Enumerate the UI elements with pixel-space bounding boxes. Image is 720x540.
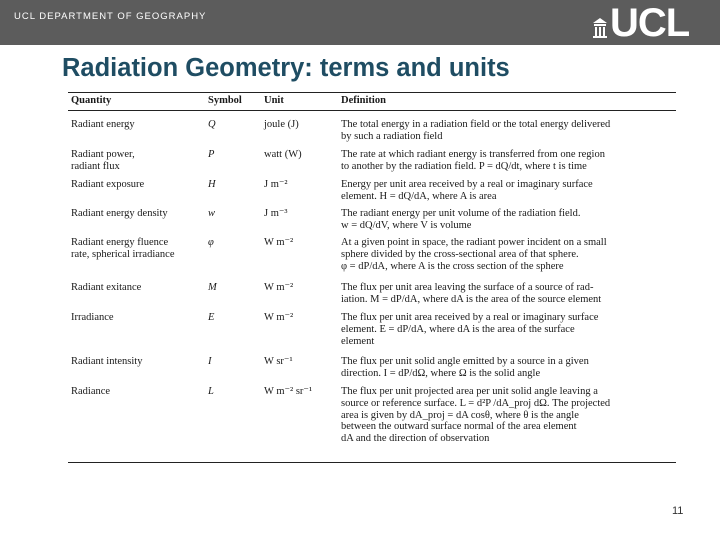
definition-line: element. H = dQ/dA, where A is area xyxy=(341,190,497,202)
unit-cell: W m⁻² xyxy=(264,237,294,248)
unit-cell: J m⁻³ xyxy=(264,208,288,219)
definition-line: The radiant energy per unit volume of the radiation field. xyxy=(341,208,581,219)
quantity-cell xyxy=(71,237,205,261)
symbol-cell: Q xyxy=(208,119,216,130)
quantity-line: Radiant exitance xyxy=(71,282,142,293)
quantity-cell xyxy=(71,149,205,173)
definition-line: dA and the direction of observation xyxy=(341,433,490,445)
definition-line: to another by the radiation field. P = dQ/dt, where t is time xyxy=(341,160,587,172)
definition-line: The flux per unit solid angle emitted by a source in a given xyxy=(341,356,589,367)
definition-cell xyxy=(341,119,675,143)
quantity-cell xyxy=(71,179,205,191)
quantity-line: Irradiance xyxy=(71,312,114,323)
symbol-cell: w xyxy=(208,208,216,219)
definition-line: The flux per unit area leaving the surface of a source of rad- xyxy=(341,282,594,293)
quantity-line: Radiant intensity xyxy=(71,356,143,367)
column-header-quantity: Quantity xyxy=(71,95,112,106)
definition-line: element xyxy=(341,335,375,347)
terms-table xyxy=(68,92,676,464)
unit-cell: joule (J) xyxy=(264,119,299,130)
definition-line: Energy per unit area received by a real or imaginary surface xyxy=(341,179,593,190)
unit-cell: W m⁻² xyxy=(264,312,294,323)
quantity-cell xyxy=(71,282,205,294)
symbol-cell: M xyxy=(208,282,217,293)
unit-cell: W m⁻² sr⁻¹ xyxy=(264,386,313,397)
definition-line: element. E = dP/dA, where dA is the area of the surface xyxy=(341,323,575,335)
definition-line: w = dQ/dV, where V is volume xyxy=(341,219,472,231)
definition-cell xyxy=(341,312,675,347)
department-name: UCL DEPARTMENT OF GEOGRAPHY xyxy=(14,11,207,22)
definition-cell xyxy=(341,356,675,380)
symbol-cell: φ xyxy=(208,237,214,248)
table-header-rule xyxy=(68,110,676,111)
definition-cell xyxy=(341,179,675,203)
symbol-cell: H xyxy=(208,179,216,190)
definition-line: between the outward surface normal of the area element xyxy=(341,421,577,433)
quantity-line: rate, spherical irradiance xyxy=(71,248,175,260)
unit-cell: watt (W) xyxy=(264,149,302,160)
table-top-rule xyxy=(68,92,676,93)
unit-cell: J m⁻² xyxy=(264,179,288,190)
symbol-cell: P xyxy=(208,149,215,160)
quantity-cell xyxy=(71,356,205,368)
definition-line: The flux per unit projected area per unit solid angle leaving a xyxy=(341,386,598,397)
definition-line: sphere divided by the cross-sectional area of that sphere. xyxy=(341,248,579,260)
symbol-cell: E xyxy=(208,312,215,323)
quantity-cell xyxy=(71,208,205,220)
quantity-cell xyxy=(71,119,205,131)
page-number: 11 xyxy=(672,505,684,517)
definition-cell xyxy=(341,282,675,306)
definition-line: by such a radiation field xyxy=(341,130,443,142)
definition-cell xyxy=(341,237,675,272)
ucl-logo xyxy=(592,1,690,45)
definition-line: The total energy in a radiation field or the total energy delivered xyxy=(341,119,611,130)
quantity-line: radiant flux xyxy=(71,160,120,172)
portico-icon xyxy=(592,6,608,40)
definition-line: The rate at which radiant energy is transferred from one region xyxy=(341,149,605,160)
logo-text: UCL xyxy=(610,1,690,45)
definition-line: φ = dP/dA, where A is the cross section of the sphere xyxy=(341,260,564,272)
definition-line: The flux per unit area received by a real or imaginary surface xyxy=(341,312,599,323)
quantity-line: Radiant power, xyxy=(71,149,135,160)
quantity-line: Radiant energy density xyxy=(71,208,168,219)
unit-cell: W sr⁻¹ xyxy=(264,356,293,367)
quantity-line: Radiant energy fluence xyxy=(71,237,169,248)
definition-cell xyxy=(341,149,675,173)
slide-title: Radiation Geometry: terms and units xyxy=(62,54,510,82)
column-header-unit: Unit xyxy=(264,95,284,106)
definition-cell xyxy=(341,208,675,232)
quantity-line: Radiant energy xyxy=(71,119,135,130)
quantity-cell xyxy=(71,386,205,398)
symbol-cell: I xyxy=(208,356,212,367)
quantity-line: Radiant exposure xyxy=(71,179,145,190)
quantity-line: Radiance xyxy=(71,386,111,397)
unit-cell: W m⁻² xyxy=(264,282,294,293)
table-bottom-rule xyxy=(68,462,676,463)
column-header-definition: Definition xyxy=(341,95,386,106)
definition-line: iation. M = dP/dA, where dA is the area of the source element xyxy=(341,293,602,305)
symbol-cell: L xyxy=(208,386,214,397)
definition-line: area is given by dA_proj = dA cosθ, where θ is the angle xyxy=(341,409,579,421)
header-bar xyxy=(0,0,720,45)
definition-line: direction. I = dP/dΩ, where Ω is the solid angle xyxy=(341,367,541,379)
definition-line: source or reference surface. L = d²P /dA_proj dΩ. The projected xyxy=(341,397,611,409)
quantity-cell xyxy=(71,312,205,324)
definition-line: At a given point in space, the radiant power incident on a small xyxy=(341,237,607,248)
definition-cell xyxy=(341,386,675,445)
column-header-symbol: Symbol xyxy=(208,95,242,106)
